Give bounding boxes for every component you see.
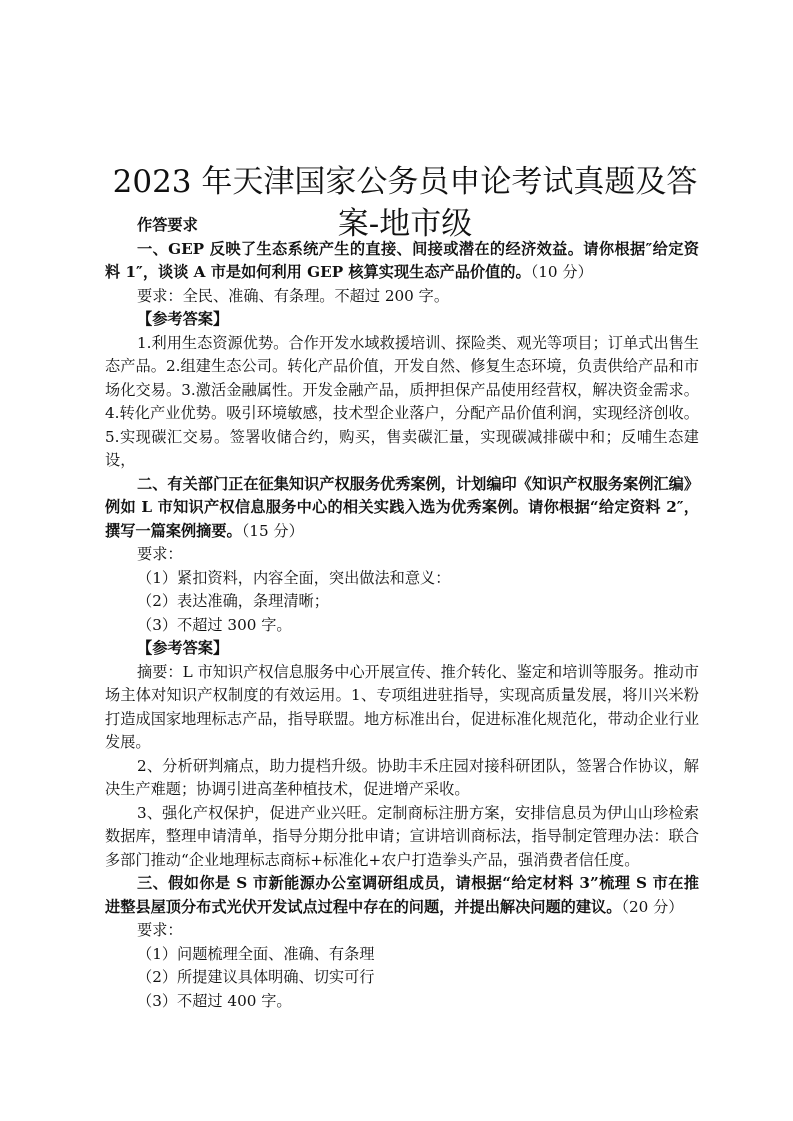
question-2-answer-label: 【参考答案】: [137, 639, 229, 657]
question-2-requirement: （1）紧扣资料，内容全面，突出做法和意义：: [137, 568, 451, 587]
question-1-score: （10 分）: [530, 263, 593, 281]
question-2-answer-paragraph: 3、强化产权保护，促进产业兴旺。定制商标注册方案，安排信息员为伊山山珍检索数据库，整理申请清单，指导分期分批申请；宣讲培训商标法，指导制定管理办法：联合多部门推动“企业地理标志商标+标准化+农户打造拳头产品，强消费者信任度。: [105, 803, 699, 869]
question-2-requirement: （2）表达准确，条理清晰；: [137, 592, 329, 610]
question-3-requirements-label: 要求：: [137, 921, 183, 939]
question-3-requirement: （1）问题梳理全面、准确、有条理: [137, 944, 375, 963]
question-2-requirement: （3）不超过 300 字。: [137, 615, 292, 634]
question-3-prompt: 三、假如你是 S 市新能源办公室调研组成员，请根据“给定材料 3”梳理 S 市在推进整县屋顶分布式光伏开发试点过程中存在的问题，并提出解决问题的建议。: [105, 874, 699, 916]
question-2-answer-paragraph: 摘要：L 市知识产权信息服务中心开展宣传、推介转化、鉴定和培训等服务。推动市场主体对知识产权制度的有效运用。1、专项组进驻指导，实现高质量发展，将川兴米粉打造成国家地理标志产品，指导联盟。地方标准出台，促进标准化规范化，带动企业行业发展。: [105, 662, 699, 751]
question-2-prompt: 二、有关部门正在征集知识产权服务优秀案例，计划编印《知识产权服务案例汇编》例如 L 市知识产权信息服务中心的相关实践入选为优秀案例。请你根据“给定资料 2″，撰写一篇案例摘要。: [105, 474, 699, 540]
document-title: 2023 年天津国家公务员申论考试真题及答案-地市级: [112, 163, 698, 242]
question-2: [105, 473, 699, 544]
question-1-answer-label: 【参考答案】: [137, 310, 229, 328]
section-heading: 作答要求: [137, 216, 198, 234]
question-2-score: （15 分）: [241, 521, 304, 540]
question-2-answer-paragraph: 2、分析研判痛点，助力提档升级。协助丰禾庄园对接科研团队，签署合作协议，解决生产难题；协调引进高垄种植技术，促进增产采收。: [105, 756, 699, 798]
question-1-requirements: 要求：全民、准确、有条理。不超过 200 字。: [137, 286, 450, 305]
question-1-answer: 1.利用生态资源优势。合作开发水域救援培训、探险类、观光等项目；订单式出售生态产品。2.组建生态公司。转化产品价值，开发自然、修复生态环境，负责供给产品和市场化交易。3.激活金融属性。开发金融产品，质押担保产品使用经营权，解决资金需求。4.转化产业优势。吸引环境敏感，技术型企业落户，分配产品价值利润，实现经济创收。5.实现碳汇交易。签署收储合约，购买，售卖碳汇量，实现碳减排碳中和；反哺生态建设，: [105, 333, 699, 469]
question-1-prompt: 一、GEP 反映了生态系统产生的直接、间接或潜在的经济效益。请你根据″给定资料 1″，谈谈 A 市是如何利用 GEP 核算实现生态产品价值的。: [105, 239, 699, 281]
document-body: [105, 214, 699, 1013]
question-3-requirement: （3）不超过 400 字。: [137, 991, 292, 1010]
question-3: [105, 872, 699, 919]
question-3-score: （20 分）: [621, 897, 684, 916]
question-3-requirement: （2）所提建议具体明确、切实可行: [137, 968, 375, 986]
question-2-requirements-label: 要求：: [137, 545, 183, 563]
question-1: [105, 238, 699, 285]
